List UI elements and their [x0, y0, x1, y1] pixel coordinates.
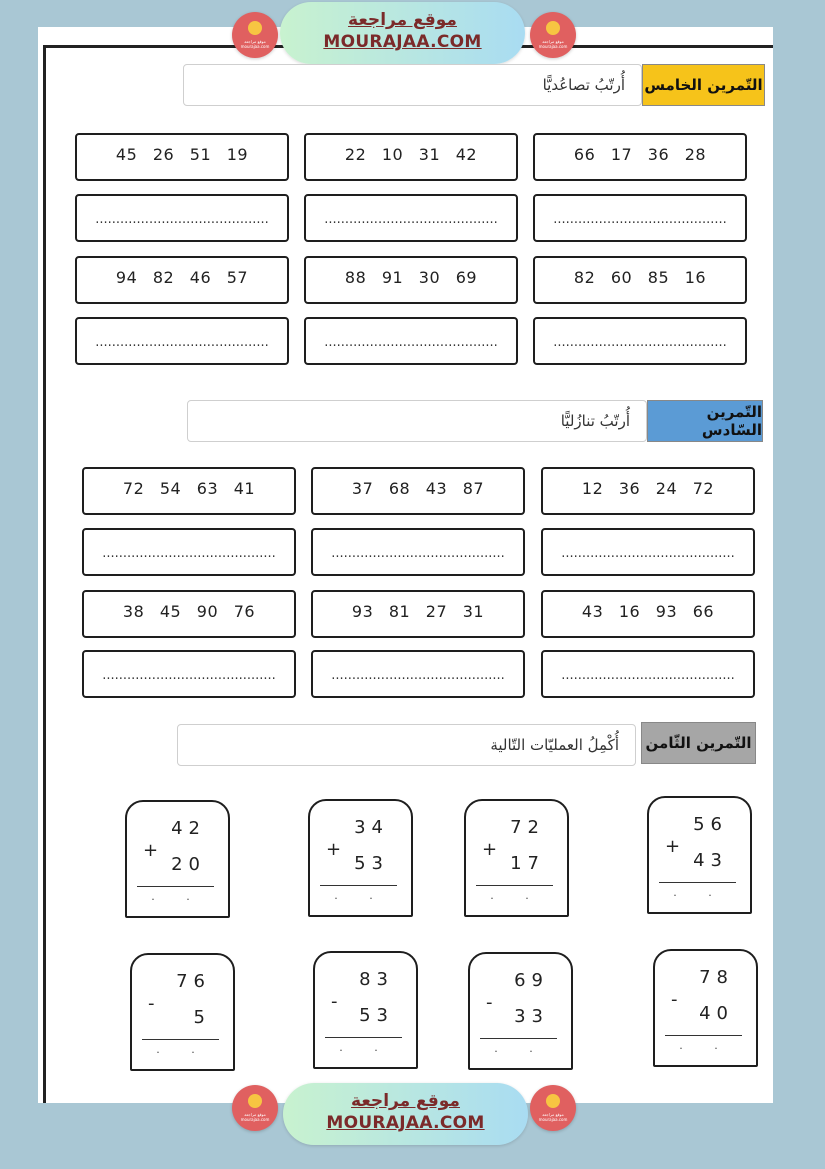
- ex6-numbers-box: 93 81 27 31: [311, 590, 525, 638]
- ex6-numbers-box: 72 54 63 41: [82, 467, 296, 515]
- exercise-5-tag: التّمرين الخامس: [642, 64, 765, 106]
- answer-field[interactable]: . .: [679, 1039, 732, 1052]
- ex6-answer-box[interactable]: ..........................................: [311, 528, 525, 576]
- answer-field[interactable]: . .: [339, 1041, 392, 1054]
- addition-card: 42 + 20 . .: [125, 800, 230, 918]
- exercise-5-instruction: أُرتّبُ تصاعُديًّا: [183, 64, 642, 106]
- ex5-numbers-box: 45 26 51 19: [75, 133, 289, 181]
- ex5-answer-box[interactable]: ..........................................: [304, 317, 518, 365]
- exercise-8-tag: التّمرين الثّامن: [641, 722, 756, 764]
- exercise-6-tag: التّمرين السّادس: [647, 400, 763, 442]
- site-name-english: MOURAJAA.COM: [323, 32, 482, 52]
- site-logo-right-bottom: موقع مراجعة mourajaa.com: [530, 1085, 576, 1131]
- ex5-numbers-box: 22 10 31 42: [304, 133, 518, 181]
- ex6-answer-box[interactable]: ..........................................: [82, 528, 296, 576]
- addition-card: 56 + 43 . .: [647, 796, 752, 914]
- ex6-numbers-box: 37 68 43 87: [311, 467, 525, 515]
- subtraction-card: 83 - 53 . .: [313, 951, 418, 1069]
- exercise-8-instruction: أُكْمِلُ العمليّات التّالية: [177, 724, 636, 766]
- ex5-answer-box[interactable]: ..........................................: [75, 317, 289, 365]
- answer-field[interactable]: . .: [151, 890, 204, 903]
- answer-field[interactable]: . .: [494, 1042, 547, 1055]
- ex5-numbers-box: 82 60 85 16: [533, 256, 747, 304]
- answer-field[interactable]: . .: [673, 886, 726, 899]
- ex5-numbers-box: 94 82 46 57: [75, 256, 289, 304]
- subtraction-card: 76 - 5 . .: [130, 953, 235, 1071]
- answer-field[interactable]: . .: [156, 1043, 209, 1056]
- addition-card: 72 + 17 . .: [464, 799, 569, 917]
- subtraction-card: 69 - 33 . .: [468, 952, 573, 1070]
- answer-field[interactable]: . .: [490, 889, 543, 902]
- ex5-numbers-box: 88 91 30 69: [304, 256, 518, 304]
- ex5-answer-box[interactable]: ..........................................: [533, 317, 747, 365]
- site-name-english: MOURAJAA.COM: [326, 1113, 485, 1133]
- ex6-answer-box[interactable]: ..........................................: [541, 650, 755, 698]
- site-banner-top[interactable]: [280, 2, 525, 64]
- ex6-answer-box[interactable]: ..........................................: [541, 528, 755, 576]
- subtraction-card: 78 - 40 . .: [653, 949, 758, 1067]
- site-logo-left: موقع مراجعة mourajaa.com: [232, 12, 278, 58]
- ex5-numbers-box: 66 17 36 28: [533, 133, 747, 181]
- ex6-numbers-box: 38 45 90 76: [82, 590, 296, 638]
- ex5-answer-box[interactable]: ..........................................: [304, 194, 518, 242]
- ex6-numbers-box: 43 16 93 66: [541, 590, 755, 638]
- site-logo-right: موقع مراجعة mourajaa.com: [530, 12, 576, 58]
- ex5-answer-box[interactable]: ..........................................: [75, 194, 289, 242]
- ex6-numbers-box: 12 36 24 72: [541, 467, 755, 515]
- site-banner-bottom[interactable]: [283, 1083, 528, 1145]
- ex5-answer-box[interactable]: ..........................................: [533, 194, 747, 242]
- ex6-answer-box[interactable]: ..........................................: [311, 650, 525, 698]
- site-name-arabic: موقع مراجعة: [351, 1091, 460, 1111]
- ex6-answer-box[interactable]: ..........................................: [82, 650, 296, 698]
- answer-field[interactable]: . .: [334, 889, 387, 902]
- addition-card: 34 + 53 . .: [308, 799, 413, 917]
- exercise-6-instruction: أُرتّبُ تنازُليًّا: [187, 400, 647, 442]
- site-name-arabic: موقع مراجعة: [348, 10, 457, 30]
- site-logo-left-bottom: موقع مراجعة mourajaa.com: [232, 1085, 278, 1131]
